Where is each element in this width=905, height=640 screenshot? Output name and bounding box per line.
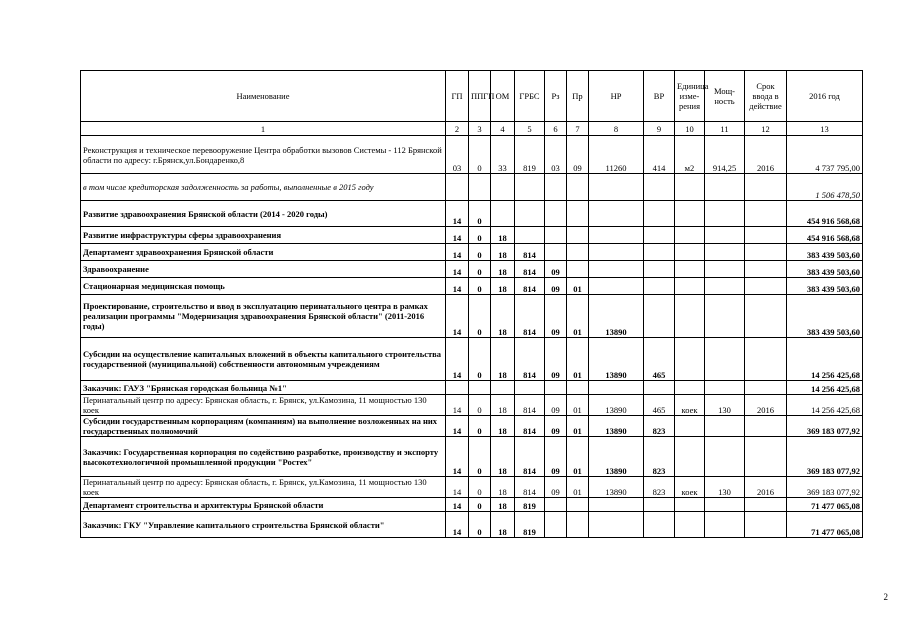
table-cell: 18	[491, 278, 515, 295]
table-cell: 18	[491, 227, 515, 244]
table-cell	[589, 498, 644, 512]
amount-cell: 369 183 077,92	[787, 477, 863, 498]
table-cell	[675, 278, 705, 295]
amount-cell: 369 183 077,92	[787, 416, 863, 437]
table-cell	[745, 174, 787, 201]
table-cell: 2016	[745, 477, 787, 498]
table-cell	[469, 174, 491, 201]
table-row	[81, 381, 863, 395]
table-cell	[745, 416, 787, 437]
table-cell: 13890	[589, 437, 644, 477]
table-cell: 01	[567, 395, 589, 416]
table-cell: 14	[446, 395, 469, 416]
table-row	[81, 244, 863, 261]
table-row	[81, 395, 863, 416]
table-cell	[705, 244, 745, 261]
table-cell	[515, 201, 545, 227]
table-cell: 14	[446, 512, 469, 538]
table-cell: 0	[469, 512, 491, 538]
table-row	[81, 201, 863, 227]
header-vr: ВР	[644, 71, 675, 122]
row-name-cell: в том числе кредиторская задолженность за работы, выполненные в 2015 году	[81, 174, 446, 201]
row-name-cell: Стационарная медицинская помощь	[81, 278, 446, 295]
row-name-cell: Департамент строительства и архитектуры Брянской области	[81, 498, 446, 512]
table-cell: 18	[491, 477, 515, 498]
table-cell: 14	[446, 278, 469, 295]
table-cell: 18	[491, 395, 515, 416]
header-gp: ГП	[446, 71, 469, 122]
table-cell	[491, 201, 515, 227]
table-cell: 18	[491, 244, 515, 261]
table-cell: 914,25	[705, 136, 745, 174]
table-cell	[705, 227, 745, 244]
table-cell: 33	[491, 136, 515, 174]
table-cell: 14	[446, 227, 469, 244]
table-row	[81, 295, 863, 338]
col-number: 9	[644, 122, 675, 136]
table-cell: 01	[567, 416, 589, 437]
header-pr: Пр	[567, 71, 589, 122]
table-cell: 14	[446, 244, 469, 261]
table-cell: 2016	[745, 136, 787, 174]
table-cell: 13890	[589, 338, 644, 381]
table-cell: 0	[469, 278, 491, 295]
table-cell	[515, 381, 545, 395]
col-number: 6	[545, 122, 567, 136]
header-term: Срок ввода в действие	[745, 71, 787, 122]
table-cell: 18	[491, 338, 515, 381]
amount-cell: 71 477 065,08	[787, 498, 863, 512]
table-cell	[644, 278, 675, 295]
table-cell	[589, 174, 644, 201]
table-cell: коек	[675, 477, 705, 498]
table-cell	[589, 381, 644, 395]
table-cell	[545, 498, 567, 512]
table-cell	[745, 261, 787, 278]
table-cell	[644, 512, 675, 538]
col-number: 5	[515, 122, 545, 136]
table-cell	[675, 416, 705, 437]
table-cell: 0	[469, 437, 491, 477]
table-cell	[745, 437, 787, 477]
row-name-cell: Департамент здравоохранения Брянской области	[81, 244, 446, 261]
table-cell	[644, 498, 675, 512]
table-cell	[567, 381, 589, 395]
table-cell: 13890	[589, 477, 644, 498]
table-cell	[675, 437, 705, 477]
table-cell	[567, 227, 589, 244]
table-cell: 14	[446, 295, 469, 338]
amount-cell: 1 506 478,50	[787, 174, 863, 201]
table-cell: 130	[705, 395, 745, 416]
row-name-cell: Заказчик: ГАУЗ "Брянская городская больница №1"	[81, 381, 446, 395]
amount-cell: 383 439 503,60	[787, 244, 863, 261]
table-cell: 14	[446, 437, 469, 477]
table-cell: 0	[469, 295, 491, 338]
amount-cell: 4 737 795,00	[787, 136, 863, 174]
col-number: 2	[446, 122, 469, 136]
table-cell: 823	[644, 416, 675, 437]
table-cell	[589, 227, 644, 244]
header-name: Наименование	[81, 71, 446, 122]
row-name-cell: Перинатальный центр по адресу: Брянская область, г. Брянск, ул.Камозина, 11 мощностью 130 коек	[81, 395, 446, 416]
row-name-cell: Реконструкция и техническое перевооружение Центра обработки вызовов Системы - 112 Брянской области по адресу: г.Брянск,ул.Бондаренко,8	[81, 136, 446, 174]
table-cell: 01	[567, 437, 589, 477]
table-cell	[705, 261, 745, 278]
table-cell	[491, 381, 515, 395]
table-cell: 09	[545, 278, 567, 295]
table-cell: 14	[446, 201, 469, 227]
table-cell	[705, 201, 745, 227]
table-cell	[545, 381, 567, 395]
amount-cell: 383 439 503,60	[787, 295, 863, 338]
table-cell	[745, 278, 787, 295]
table-cell: 0	[469, 244, 491, 261]
table-cell: 0	[469, 227, 491, 244]
table-cell: 823	[644, 437, 675, 477]
amount-cell: 383 439 503,60	[787, 261, 863, 278]
table-cell	[675, 201, 705, 227]
table-cell: 819	[515, 512, 545, 538]
table-cell: 814	[515, 278, 545, 295]
table-cell: 0	[469, 498, 491, 512]
table-row	[81, 227, 863, 244]
table-cell	[644, 244, 675, 261]
table-cell	[567, 174, 589, 201]
table-row	[81, 477, 863, 498]
table-cell: 819	[515, 136, 545, 174]
header-rz: Рз	[545, 71, 567, 122]
table-cell: 18	[491, 416, 515, 437]
table-cell: 01	[567, 338, 589, 381]
table-row	[81, 338, 863, 381]
table-cell: 14	[446, 338, 469, 381]
table-cell: 0	[469, 136, 491, 174]
table-cell	[446, 174, 469, 201]
table-cell: 18	[491, 295, 515, 338]
table-cell	[469, 381, 491, 395]
table-cell: 814	[515, 477, 545, 498]
table-cell	[589, 244, 644, 261]
amount-cell: 383 439 503,60	[787, 278, 863, 295]
table-cell	[515, 174, 545, 201]
table-cell	[545, 512, 567, 538]
table-cell: 01	[567, 295, 589, 338]
table-cell: 0	[469, 261, 491, 278]
row-name-cell: Заказчик: Государственная корпорация по содействию разработке, производству и экспорту высокотехнологичной промышленной продукции "Ростех"	[81, 437, 446, 477]
amount-cell: 14 256 425,68	[787, 395, 863, 416]
table-cell	[644, 174, 675, 201]
amount-cell: 454 916 568,68	[787, 227, 863, 244]
table-cell	[567, 201, 589, 227]
row-name-cell: Субсидии государственным корпорациям (компаниям) на выполнение возложенных на них государственных полномочий	[81, 416, 446, 437]
table-cell: 814	[515, 395, 545, 416]
table-cell: 814	[515, 338, 545, 381]
table-cell	[745, 498, 787, 512]
table-row	[81, 174, 863, 201]
table-row	[81, 416, 863, 437]
table-cell	[745, 201, 787, 227]
table-cell	[745, 381, 787, 395]
table-cell	[705, 174, 745, 201]
col-number: 13	[787, 122, 863, 136]
table-cell: 14	[446, 498, 469, 512]
table-cell	[675, 498, 705, 512]
table-cell	[705, 437, 745, 477]
table-cell	[745, 512, 787, 538]
table-cell: 414	[644, 136, 675, 174]
header-capacity: Мощ-ность	[705, 71, 745, 122]
table-cell	[644, 295, 675, 338]
table-cell	[589, 201, 644, 227]
table-cell: 13890	[589, 395, 644, 416]
table-cell: 09	[545, 295, 567, 338]
table-cell: 09	[545, 338, 567, 381]
table-cell: 14	[446, 477, 469, 498]
table-row	[81, 136, 863, 174]
table-cell	[745, 295, 787, 338]
table-cell	[705, 416, 745, 437]
table-row	[81, 498, 863, 512]
table-cell	[545, 174, 567, 201]
amount-cell: 14 256 425,68	[787, 338, 863, 381]
table-cell: 130	[705, 477, 745, 498]
table-cell: 03	[545, 136, 567, 174]
header-unit: Единица изме-рения	[675, 71, 705, 122]
table-cell	[675, 261, 705, 278]
table-cell	[545, 201, 567, 227]
table-cell	[705, 278, 745, 295]
header-2016: 2016 год	[787, 71, 863, 122]
table-cell	[545, 244, 567, 261]
table-cell	[675, 174, 705, 201]
table-cell: 18	[491, 437, 515, 477]
row-name-cell: Проектирование, строительство и ввод в эксплуатацию перинатального центра в рамках реализации программы "Модернизация здравоохранения Брянской области" (2011-2016 годы)	[81, 295, 446, 338]
table-cell: 814	[515, 437, 545, 477]
table-cell	[675, 512, 705, 538]
table-cell: 814	[515, 244, 545, 261]
table-cell: 0	[469, 477, 491, 498]
table-cell: 01	[567, 477, 589, 498]
table-cell	[705, 295, 745, 338]
table-cell	[567, 261, 589, 278]
table-cell: 11260	[589, 136, 644, 174]
table-row	[81, 437, 863, 477]
page-number: 2	[883, 592, 888, 602]
table-cell	[589, 278, 644, 295]
header-nr: НР	[589, 71, 644, 122]
table-cell	[446, 381, 469, 395]
table-cell	[705, 338, 745, 381]
table-cell: 18	[491, 498, 515, 512]
table-cell: 09	[545, 477, 567, 498]
table-cell	[675, 227, 705, 244]
amount-cell: 14 256 425,68	[787, 381, 863, 395]
amount-cell: 71 477 065,08	[787, 512, 863, 538]
table-cell	[745, 244, 787, 261]
table-cell	[675, 381, 705, 395]
table-cell: 0	[469, 395, 491, 416]
table-body	[81, 136, 863, 538]
table-cell	[675, 295, 705, 338]
table-cell: 09	[567, 136, 589, 174]
table-cell	[644, 261, 675, 278]
table-cell	[644, 381, 675, 395]
table-cell	[515, 227, 545, 244]
col-number: 11	[705, 122, 745, 136]
table-cell: 814	[515, 416, 545, 437]
table-cell: 03	[446, 136, 469, 174]
table-cell: 13890	[589, 416, 644, 437]
row-name-cell: Перинатальный центр по адресу: Брянская область, г. Брянск, ул.Камозина, 11 мощностью 130 коек	[81, 477, 446, 498]
col-number: 7	[567, 122, 589, 136]
table-cell: 14	[446, 261, 469, 278]
table-cell	[567, 244, 589, 261]
table-cell: 09	[545, 261, 567, 278]
row-name-cell: Развитие инфраструктуры сферы здравоохранения	[81, 227, 446, 244]
header-ppgp: ППГП	[469, 71, 491, 122]
table-cell: 0	[469, 416, 491, 437]
table-cell: 465	[644, 338, 675, 381]
table-cell: 0	[469, 201, 491, 227]
table-cell	[589, 261, 644, 278]
row-name-cell: Развитие здравоохранения Брянской области (2014 - 2020 годы)	[81, 201, 446, 227]
table-cell	[705, 498, 745, 512]
row-name-cell: Заказчик: ГКУ "Управление капитального строительства Брянской области"	[81, 512, 446, 538]
table-cell: 18	[491, 261, 515, 278]
table-cell	[675, 244, 705, 261]
table-cell: 09	[545, 395, 567, 416]
table-cell: 465	[644, 395, 675, 416]
table-cell: 819	[515, 498, 545, 512]
table-cell: 814	[515, 261, 545, 278]
table-cell: 09	[545, 416, 567, 437]
col-number: 12	[745, 122, 787, 136]
table-cell: 2016	[745, 395, 787, 416]
table-cell	[745, 227, 787, 244]
table-cell: коек	[675, 395, 705, 416]
table-cell	[705, 512, 745, 538]
table-cell	[545, 227, 567, 244]
header-number-row	[81, 122, 863, 136]
header-om: ОМ	[491, 71, 515, 122]
col-number: 10	[675, 122, 705, 136]
table-row	[81, 512, 863, 538]
table-cell: 14	[446, 416, 469, 437]
row-name-cell: Здравоохранение	[81, 261, 446, 278]
table-row	[81, 278, 863, 295]
row-name-cell: Субсидии на осуществление капитальных вложений в объекты капитального строительства государственной (муниципальной) собственности автономным учреждениям	[81, 338, 446, 381]
table-cell	[644, 201, 675, 227]
amount-cell: 369 183 077,92	[787, 437, 863, 477]
table-cell: 01	[567, 278, 589, 295]
col-number: 8	[589, 122, 644, 136]
table-cell: м2	[675, 136, 705, 174]
header-grbs: ГРБС	[515, 71, 545, 122]
table-cell: 13890	[589, 295, 644, 338]
col-number: 1	[81, 122, 446, 136]
table-cell: 814	[515, 295, 545, 338]
table-cell	[675, 338, 705, 381]
table-cell	[644, 227, 675, 244]
header-row	[81, 71, 863, 122]
table-cell: 823	[644, 477, 675, 498]
table-cell: 0	[469, 338, 491, 381]
table-row	[81, 261, 863, 278]
table-cell	[745, 338, 787, 381]
col-number: 4	[491, 122, 515, 136]
table-cell	[567, 498, 589, 512]
col-number: 3	[469, 122, 491, 136]
amount-cell: 454 916 568,68	[787, 201, 863, 227]
table-cell	[705, 381, 745, 395]
table-cell: 09	[545, 437, 567, 477]
table-cell	[491, 174, 515, 201]
budget-table	[80, 70, 863, 538]
table-cell: 18	[491, 512, 515, 538]
table-cell	[567, 512, 589, 538]
table-cell	[589, 512, 644, 538]
